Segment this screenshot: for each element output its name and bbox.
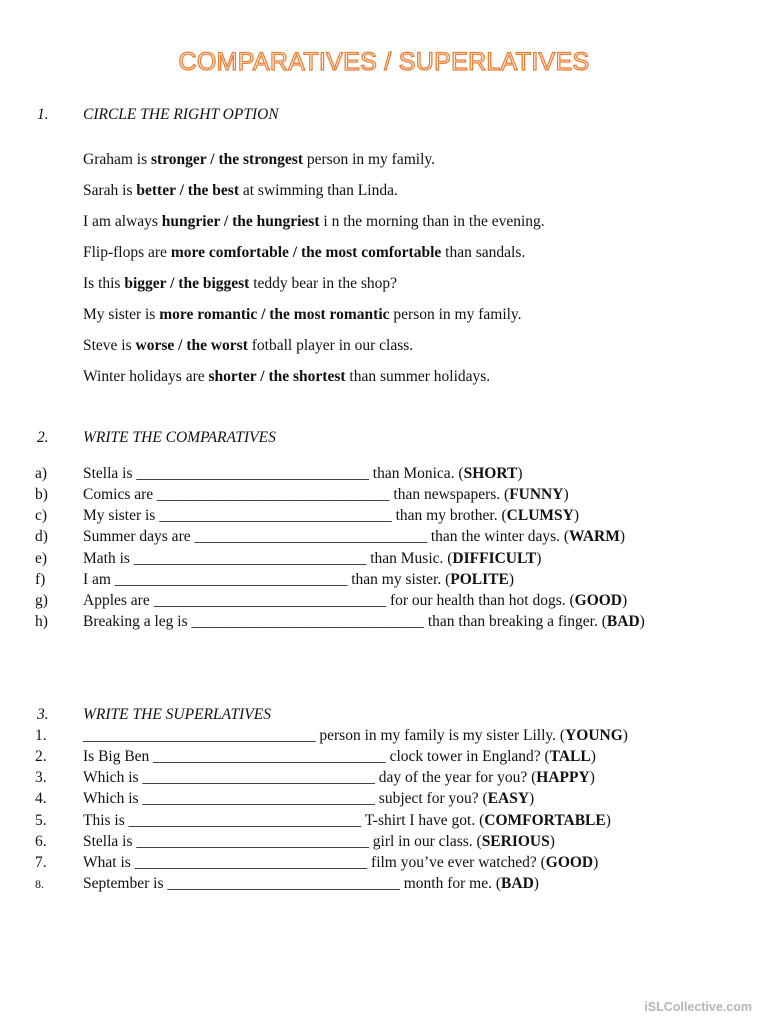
answer-blank[interactable]: ______________________________ bbox=[136, 833, 369, 850]
answer-blank[interactable]: ______________________________ bbox=[134, 854, 368, 871]
option-pair[interactable]: stronger / the strongest bbox=[151, 151, 303, 168]
circle-item: Is this bigger / the biggest teddy bear in the shop? bbox=[83, 275, 397, 292]
comparative-item: e) Math is ______________________________ than Music. (DIFFICULT) bbox=[35, 550, 542, 567]
comparative-item: d) Summer days are ______________________________ than the winter days. (WARM) bbox=[35, 528, 626, 545]
section3-heading bbox=[37, 706, 271, 724]
answer-blank[interactable]: ______________________________ bbox=[159, 507, 392, 524]
option-pair[interactable]: bigger / the biggest bbox=[124, 275, 250, 292]
answer-blank[interactable]: ______________________________ bbox=[142, 769, 375, 786]
section2-number: 2. bbox=[37, 429, 49, 446]
superlative-item: 4. Which is ______________________________ subject for you? (EASY) bbox=[35, 790, 535, 807]
section1-heading bbox=[37, 106, 279, 124]
section3-title: WRITE THE SUPERLATIVES bbox=[83, 706, 271, 723]
answer-blank[interactable]: ______________________________ bbox=[142, 790, 375, 807]
superlative-item: 8. September is ______________________________ month for me. (BAD) bbox=[35, 875, 539, 892]
option-pair[interactable]: worse / the worst bbox=[135, 337, 248, 354]
section2-heading bbox=[37, 429, 276, 447]
comparative-item: g) Apples are ______________________________ for our health than hot dogs. (GOOD) bbox=[35, 592, 628, 609]
site-watermark: iSLCollective.com bbox=[644, 1000, 752, 1014]
option-pair[interactable]: shorter / the shortest bbox=[208, 368, 346, 385]
comparative-item: h) Breaking a leg is ______________________________ than than breaking a finger. (BAD) bbox=[35, 613, 645, 630]
comparative-item: c) My sister is ______________________________ than my brother. (CLUMSY) bbox=[35, 507, 579, 524]
section3-number: 3. bbox=[37, 706, 49, 723]
circle-item: I am always hungrier / the hungriest i n the morning than in the evening. bbox=[83, 213, 545, 230]
answer-blank[interactable]: ______________________________ bbox=[114, 571, 348, 588]
answer-blank[interactable]: ______________________________ bbox=[194, 528, 427, 545]
circle-item: Winter holidays are shorter / the shortest than summer holidays. bbox=[83, 368, 491, 385]
comparative-item: f) I am ______________________________ than my sister. (POLITE) bbox=[35, 571, 515, 588]
answer-blank[interactable]: ______________________________ bbox=[167, 875, 400, 892]
page-title: COMPARATIVES / SUPERLATIVES bbox=[178, 48, 590, 76]
superlative-item: 6. Stella is ______________________________ girl in our class. (SERIOUS) bbox=[35, 833, 555, 850]
circle-item: My sister is more romantic / the most romantic person in my family. bbox=[83, 306, 522, 323]
answer-blank[interactable]: ______________________________ bbox=[153, 592, 387, 609]
superlative-item: 5. This is ______________________________ T-shirt I have got. (COMFORTABLE) bbox=[35, 812, 611, 829]
circle-item: Sarah is better / the best at swimming than Linda. bbox=[83, 182, 398, 199]
answer-blank[interactable]: ______________________________ bbox=[133, 550, 367, 567]
answer-blank[interactable]: ______________________________ bbox=[153, 748, 386, 765]
option-pair[interactable]: more comfortable / the most comfortable bbox=[170, 244, 442, 261]
section1-number: 1. bbox=[37, 106, 49, 123]
comparative-item: a) Stella is ______________________________ than Monica. (SHORT) bbox=[35, 465, 523, 482]
circle-item: Flip-flops are more comfortable / the most comfortable than sandals. bbox=[83, 244, 526, 261]
answer-blank[interactable]: ______________________________ bbox=[83, 727, 316, 744]
section1-title: CIRCLE THE RIGHT OPTION bbox=[83, 106, 279, 123]
answer-blank[interactable]: ______________________________ bbox=[157, 486, 390, 503]
section2-title: WRITE THE COMPARATIVES bbox=[83, 429, 276, 446]
answer-blank[interactable]: ______________________________ bbox=[136, 465, 369, 482]
option-pair[interactable]: more romantic / the most romantic bbox=[159, 306, 390, 323]
circle-item: Steve is worse / the worst fotball player in our class. bbox=[83, 337, 414, 354]
circle-item: Graham is stronger / the strongest person in my family. bbox=[83, 151, 436, 168]
comparative-item: b) Comics are ______________________________ than newspapers. (FUNNY) bbox=[35, 486, 569, 503]
superlative-item: 2. Is Big Ben ______________________________ clock tower in England? (TALL) bbox=[35, 748, 596, 765]
superlative-item: 1. ______________________________ person in my family is my sister Lilly. (YOUNG) bbox=[35, 727, 628, 744]
option-pair[interactable]: hungrier / the hungriest bbox=[161, 213, 320, 230]
option-pair[interactable]: better / the best bbox=[136, 182, 239, 199]
superlative-item: 3. Which is ______________________________ day of the year for you? (HAPPY) bbox=[35, 769, 595, 786]
answer-blank[interactable]: ______________________________ bbox=[191, 613, 424, 630]
answer-blank[interactable]: ______________________________ bbox=[128, 812, 362, 829]
superlative-item: 7. What is ______________________________ film you’ve ever watched? (GOOD) bbox=[35, 854, 599, 871]
